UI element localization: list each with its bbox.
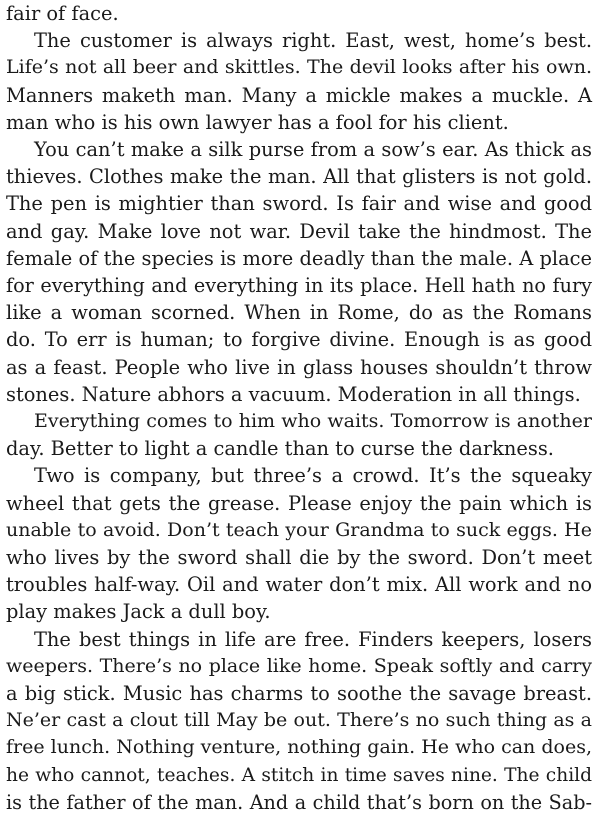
text-line: a big stick. Music has charms to soothe the savage breast.	[6, 682, 592, 706]
text-line: as a feast. People who live in glass houses shouldn’t throw	[6, 355, 592, 379]
text-line-first: The customer is always right. East, west, home’s best.	[34, 29, 592, 53]
text-line: and gay. Make love not war. Devil take the hindmost. The	[6, 219, 592, 243]
text-line-first: Two is company, but three’s a crowd. It’s the squeaky	[34, 464, 592, 488]
text-line: wheel that gets the grease. Please enjoy the pain which is	[6, 491, 592, 515]
text-line: do. To err is human; to forgive divine. Enough is as good	[6, 328, 592, 352]
text-line: for everything and everything in its place. Hell hath no fury	[6, 274, 592, 298]
paragraph	[6, 462, 592, 625]
text-line: Manners maketh man. Many a mickle makes a muckle. A	[6, 83, 592, 107]
text-line: The pen is mightier than sword. Is fair and wise and good	[6, 192, 592, 216]
text-line: free lunch. Nothing venture, nothing gain. He who can does,	[6, 736, 592, 759]
paragraph	[6, 408, 592, 462]
text-line: like a woman scorned. When in Rome, do as the Romans	[6, 301, 592, 325]
text-line-first: Everything comes to him who waits. Tomorrow is another	[34, 410, 592, 433]
paragraph-fragment	[6, 0, 592, 27]
text-line: is the father of the man. And a child that’s born on the Sab-	[6, 790, 592, 814]
paragraph	[6, 27, 592, 136]
text-line: he who cannot, teaches. A stitch in time saves nine. The child	[6, 764, 592, 786]
text-line: unable to avoid. Don’t teach your Grandma to suck eggs. He	[6, 518, 592, 541]
text-line: Life’s not all beer and skittles. The devil looks after his own.	[6, 56, 592, 79]
text-line: Ne’er cast a clout till May be out. There’s no such thing as a	[6, 709, 592, 732]
document-page	[6, 0, 592, 816]
text-line: fair of face.	[6, 2, 119, 25]
text-line-first: The best things in life are free. Finders keepers, losers	[34, 627, 592, 651]
text-line: play makes Jack a dull boy.	[6, 600, 271, 624]
paragraph	[6, 136, 592, 408]
text-line: man who is his own lawyer has a fool for his client.	[6, 110, 509, 134]
text-line: thieves. Clothes make the man. All that glisters is not gold.	[6, 165, 592, 189]
text-line: weepers. There’s no place like home. Speak softly and carry	[6, 654, 592, 677]
text-line: day. Better to light a candle than to curse the darkness.	[6, 437, 554, 461]
text-line: female of the species is more deadly than the male. A place	[6, 246, 592, 270]
text-line: troubles half-way. Oil and water don’t mix. All work and no	[6, 573, 592, 597]
text-line: stones. Nature abhors a vacuum. Moderation in all things.	[6, 382, 581, 406]
text-line-first: You can’t make a silk purse from a sow’s ear. As thick as	[34, 138, 592, 162]
text-line: who lives by the sword shall die by the sword. Don’t meet	[6, 546, 592, 570]
paragraph	[6, 626, 592, 816]
